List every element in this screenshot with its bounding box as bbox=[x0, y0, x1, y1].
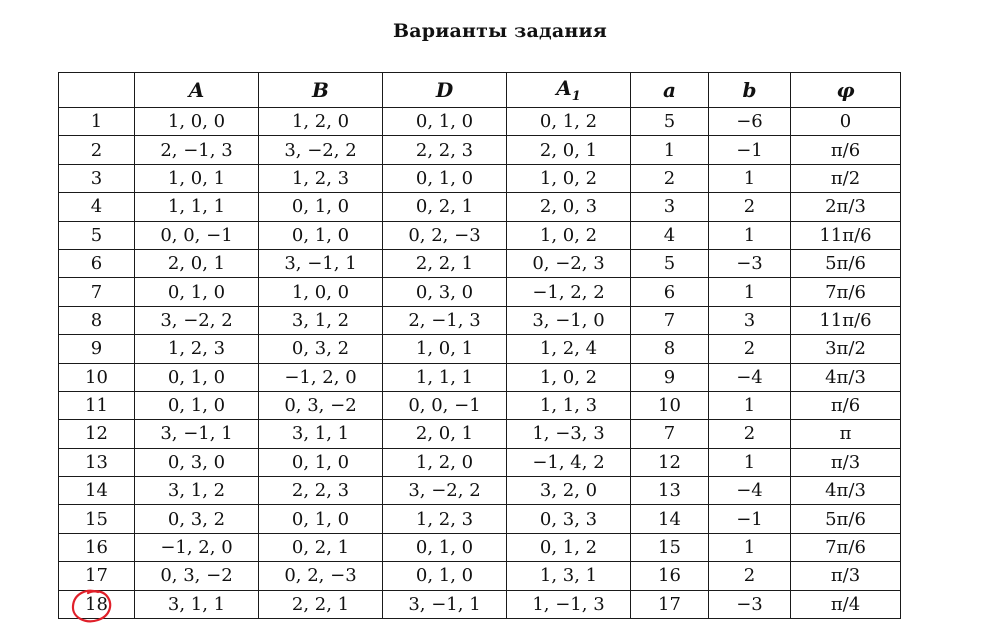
cell-a: 9 bbox=[631, 363, 709, 391]
row-number: 15 bbox=[59, 505, 135, 533]
table-row bbox=[59, 448, 901, 476]
row-number: 6 bbox=[59, 249, 135, 277]
cell-A: 3, 1, 1 bbox=[135, 590, 259, 618]
cell-A: 1, 0, 0 bbox=[135, 108, 259, 136]
cell-B: 0, 1, 0 bbox=[259, 448, 383, 476]
row-number: 10 bbox=[59, 363, 135, 391]
cell-A: 2, −1, 3 bbox=[135, 136, 259, 164]
cell-b: 3 bbox=[709, 306, 791, 334]
variants-table bbox=[58, 72, 901, 619]
cell-b: 1 bbox=[709, 391, 791, 419]
cell-A: 1, 2, 3 bbox=[135, 335, 259, 363]
header-number bbox=[59, 73, 135, 108]
cell-B: 0, 1, 0 bbox=[259, 505, 383, 533]
cell-D: 1, 2, 0 bbox=[383, 448, 507, 476]
cell-B: −1, 2, 0 bbox=[259, 363, 383, 391]
cell-A1: 0, 3, 3 bbox=[507, 505, 631, 533]
header-phi: φ bbox=[791, 73, 901, 108]
cell-D: 3, −2, 2 bbox=[383, 477, 507, 505]
row-number: 12 bbox=[59, 420, 135, 448]
row-number: 7 bbox=[59, 278, 135, 306]
cell-b: −3 bbox=[709, 590, 791, 618]
cell-phi: 3π/2 bbox=[791, 335, 901, 363]
cell-B: 3, −1, 1 bbox=[259, 249, 383, 277]
row-number: 9 bbox=[59, 335, 135, 363]
cell-a: 12 bbox=[631, 448, 709, 476]
cell-b: 2 bbox=[709, 420, 791, 448]
cell-B: 0, 3, 2 bbox=[259, 335, 383, 363]
cell-B: 3, 1, 1 bbox=[259, 420, 383, 448]
cell-b: 2 bbox=[709, 335, 791, 363]
cell-a: 6 bbox=[631, 278, 709, 306]
cell-A: 0, 3, −2 bbox=[135, 562, 259, 590]
header-a: a bbox=[631, 73, 709, 108]
row-number: 16 bbox=[59, 533, 135, 561]
cell-B: 3, 1, 2 bbox=[259, 306, 383, 334]
cell-phi: 0 bbox=[791, 108, 901, 136]
cell-phi: 11π/6 bbox=[791, 221, 901, 249]
cell-phi: 2π/3 bbox=[791, 193, 901, 221]
cell-A1: 0, 1, 2 bbox=[507, 108, 631, 136]
cell-A1: 3, 2, 0 bbox=[507, 477, 631, 505]
cell-B: 0, 1, 0 bbox=[259, 221, 383, 249]
cell-A: −1, 2, 0 bbox=[135, 533, 259, 561]
cell-phi: 7π/6 bbox=[791, 533, 901, 561]
cell-A: 1, 0, 1 bbox=[135, 164, 259, 192]
cell-D: 0, 1, 0 bbox=[383, 164, 507, 192]
cell-b: 2 bbox=[709, 193, 791, 221]
cell-A1: 1, 0, 2 bbox=[507, 363, 631, 391]
table-row bbox=[59, 306, 901, 334]
cell-phi: 11π/6 bbox=[791, 306, 901, 334]
cell-B: 1, 2, 0 bbox=[259, 108, 383, 136]
cell-phi: π/4 bbox=[791, 590, 901, 618]
cell-B: 2, 2, 3 bbox=[259, 477, 383, 505]
cell-A1: 1, −1, 3 bbox=[507, 590, 631, 618]
row-number: 11 bbox=[59, 391, 135, 419]
cell-a: 1 bbox=[631, 136, 709, 164]
header-A1 bbox=[507, 73, 631, 108]
cell-a: 10 bbox=[631, 391, 709, 419]
cell-D: 2, 0, 1 bbox=[383, 420, 507, 448]
header-b: b bbox=[709, 73, 791, 108]
cell-b: −3 bbox=[709, 249, 791, 277]
cell-a: 13 bbox=[631, 477, 709, 505]
cell-phi: 4π/3 bbox=[791, 363, 901, 391]
cell-D: 1, 1, 1 bbox=[383, 363, 507, 391]
cell-A: 2, 0, 1 bbox=[135, 249, 259, 277]
table-row bbox=[59, 221, 901, 249]
cell-A: 0, 3, 2 bbox=[135, 505, 259, 533]
cell-A: 3, −2, 2 bbox=[135, 306, 259, 334]
table-row bbox=[59, 590, 901, 618]
cell-B: 1, 2, 3 bbox=[259, 164, 383, 192]
cell-b: 1 bbox=[709, 164, 791, 192]
cell-A1: 1, 1, 3 bbox=[507, 391, 631, 419]
cell-D: 2, 2, 3 bbox=[383, 136, 507, 164]
cell-A: 3, −1, 1 bbox=[135, 420, 259, 448]
row-number: 13 bbox=[59, 448, 135, 476]
variants-table-container bbox=[58, 72, 900, 619]
row-number: 17 bbox=[59, 562, 135, 590]
cell-b: −1 bbox=[709, 505, 791, 533]
row-number: 18 bbox=[59, 590, 135, 618]
table-body bbox=[59, 108, 901, 619]
header-B: B bbox=[259, 73, 383, 108]
cell-b: 1 bbox=[709, 533, 791, 561]
cell-phi: π/6 bbox=[791, 136, 901, 164]
cell-phi: π/3 bbox=[791, 448, 901, 476]
table-row bbox=[59, 363, 901, 391]
cell-B: 0, 2, −3 bbox=[259, 562, 383, 590]
cell-a: 3 bbox=[631, 193, 709, 221]
cell-D: 2, 2, 1 bbox=[383, 249, 507, 277]
page-title: Варианты задания bbox=[392, 20, 608, 42]
cell-phi: 7π/6 bbox=[791, 278, 901, 306]
header-A1-subscript: 1 bbox=[571, 89, 581, 104]
cell-A: 0, 0, −1 bbox=[135, 221, 259, 249]
cell-A1: 1, −3, 3 bbox=[507, 420, 631, 448]
header-A1-letter: A bbox=[556, 76, 572, 100]
cell-a: 7 bbox=[631, 420, 709, 448]
table-row bbox=[59, 193, 901, 221]
cell-B: 0, 2, 1 bbox=[259, 533, 383, 561]
table-row bbox=[59, 108, 901, 136]
cell-a: 8 bbox=[631, 335, 709, 363]
cell-A1: 2, 0, 1 bbox=[507, 136, 631, 164]
table-row bbox=[59, 505, 901, 533]
table-row bbox=[59, 562, 901, 590]
cell-b: 1 bbox=[709, 278, 791, 306]
cell-D: 0, 3, 0 bbox=[383, 278, 507, 306]
cell-phi: π/2 bbox=[791, 164, 901, 192]
cell-b: −4 bbox=[709, 363, 791, 391]
cell-A1: 3, −1, 0 bbox=[507, 306, 631, 334]
table-row bbox=[59, 335, 901, 363]
row-number: 5 bbox=[59, 221, 135, 249]
cell-D: 1, 0, 1 bbox=[383, 335, 507, 363]
table-header-row bbox=[59, 73, 901, 108]
header-D: D bbox=[383, 73, 507, 108]
cell-a: 2 bbox=[631, 164, 709, 192]
cell-A1: 1, 2, 4 bbox=[507, 335, 631, 363]
cell-D: 1, 2, 3 bbox=[383, 505, 507, 533]
row-number: 3 bbox=[59, 164, 135, 192]
table-row bbox=[59, 420, 901, 448]
cell-phi: 5π/6 bbox=[791, 249, 901, 277]
cell-D: 0, 2, −3 bbox=[383, 221, 507, 249]
cell-A: 1, 1, 1 bbox=[135, 193, 259, 221]
table-row bbox=[59, 249, 901, 277]
row-number: 8 bbox=[59, 306, 135, 334]
cell-b: 1 bbox=[709, 448, 791, 476]
cell-a: 14 bbox=[631, 505, 709, 533]
cell-D: 0, 2, 1 bbox=[383, 193, 507, 221]
cell-b: 2 bbox=[709, 562, 791, 590]
cell-A: 3, 1, 2 bbox=[135, 477, 259, 505]
cell-A1: 1, 0, 2 bbox=[507, 164, 631, 192]
cell-phi: π bbox=[791, 420, 901, 448]
cell-A: 0, 1, 0 bbox=[135, 363, 259, 391]
cell-D: 3, −1, 1 bbox=[383, 590, 507, 618]
cell-a: 17 bbox=[631, 590, 709, 618]
table-row bbox=[59, 278, 901, 306]
row-number: 2 bbox=[59, 136, 135, 164]
table-row bbox=[59, 391, 901, 419]
cell-a: 5 bbox=[631, 108, 709, 136]
cell-A1: 2, 0, 3 bbox=[507, 193, 631, 221]
cell-D: 0, 1, 0 bbox=[383, 562, 507, 590]
cell-b: −4 bbox=[709, 477, 791, 505]
cell-a: 4 bbox=[631, 221, 709, 249]
cell-a: 7 bbox=[631, 306, 709, 334]
cell-A1: 0, −2, 3 bbox=[507, 249, 631, 277]
cell-B: 0, 1, 0 bbox=[259, 193, 383, 221]
row-number: 14 bbox=[59, 477, 135, 505]
cell-B: 3, −2, 2 bbox=[259, 136, 383, 164]
cell-phi: π/3 bbox=[791, 562, 901, 590]
cell-b: −1 bbox=[709, 136, 791, 164]
cell-A1: 1, 0, 2 bbox=[507, 221, 631, 249]
cell-A1: −1, 4, 2 bbox=[507, 448, 631, 476]
cell-b: −6 bbox=[709, 108, 791, 136]
cell-a: 5 bbox=[631, 249, 709, 277]
cell-A1: 1, 3, 1 bbox=[507, 562, 631, 590]
table-row bbox=[59, 164, 901, 192]
cell-D: 0, 1, 0 bbox=[383, 533, 507, 561]
cell-B: 1, 0, 0 bbox=[259, 278, 383, 306]
row-number: 4 bbox=[59, 193, 135, 221]
cell-D: 0, 1, 0 bbox=[383, 108, 507, 136]
cell-B: 0, 3, −2 bbox=[259, 391, 383, 419]
cell-B: 2, 2, 1 bbox=[259, 590, 383, 618]
table-row bbox=[59, 136, 901, 164]
cell-D: 2, −1, 3 bbox=[383, 306, 507, 334]
cell-A: 0, 1, 0 bbox=[135, 391, 259, 419]
cell-A: 0, 3, 0 bbox=[135, 448, 259, 476]
cell-A1: 0, 1, 2 bbox=[507, 533, 631, 561]
cell-b: 1 bbox=[709, 221, 791, 249]
cell-phi: 5π/6 bbox=[791, 505, 901, 533]
cell-phi: 4π/3 bbox=[791, 477, 901, 505]
cell-phi: π/6 bbox=[791, 391, 901, 419]
row-number: 1 bbox=[59, 108, 135, 136]
cell-A: 0, 1, 0 bbox=[135, 278, 259, 306]
cell-a: 16 bbox=[631, 562, 709, 590]
table-row bbox=[59, 477, 901, 505]
header-A: A bbox=[135, 73, 259, 108]
cell-a: 15 bbox=[631, 533, 709, 561]
cell-A1: −1, 2, 2 bbox=[507, 278, 631, 306]
table-row bbox=[59, 533, 901, 561]
cell-D: 0, 0, −1 bbox=[383, 391, 507, 419]
